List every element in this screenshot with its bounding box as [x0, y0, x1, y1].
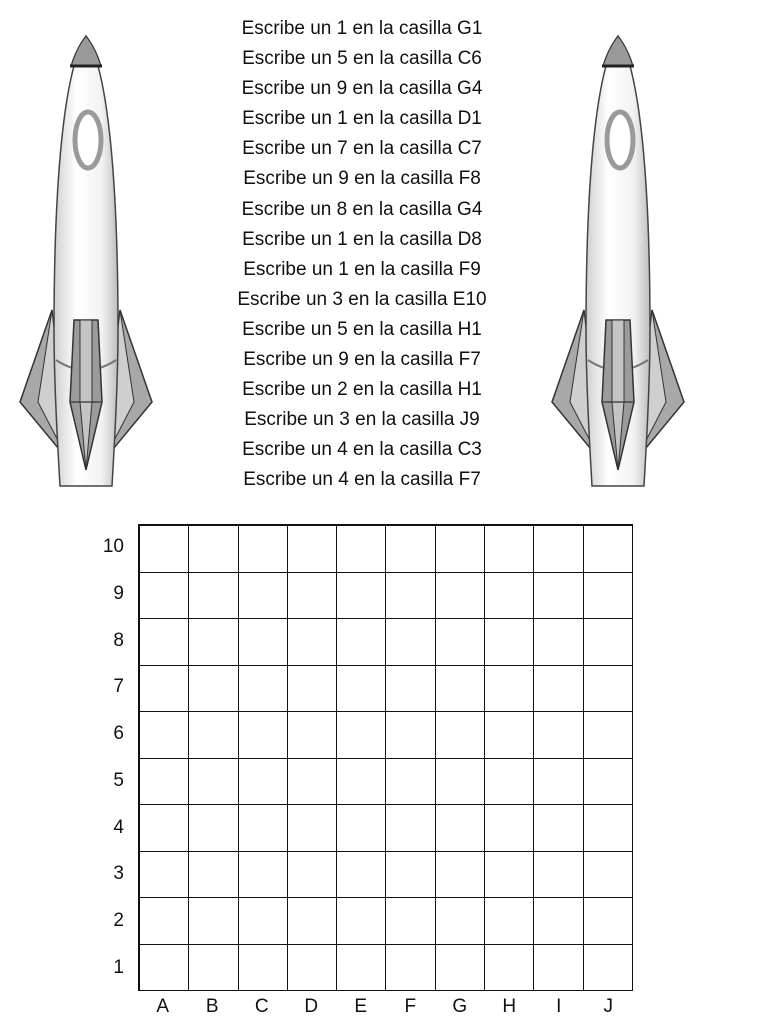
grid-cell-C9[interactable]: [239, 573, 288, 620]
grid-cell-J2[interactable]: [584, 898, 633, 945]
grid-cell-H2[interactable]: [485, 898, 534, 945]
grid-cell-I6[interactable]: [534, 712, 583, 759]
instruction-item: Escribe un 8 en la casilla G4: [241, 198, 483, 220]
grid-cell-B4[interactable]: [189, 805, 238, 852]
grid-cell-D3[interactable]: [288, 852, 337, 899]
grid-cell-E9[interactable]: [337, 573, 386, 620]
grid-cell-G7[interactable]: [436, 666, 485, 713]
column-label: I: [556, 996, 562, 1017]
grid-cell-A4[interactable]: [140, 805, 189, 852]
grid-cell-D2[interactable]: [288, 898, 337, 945]
grid-cell-J7[interactable]: [584, 666, 633, 713]
grid-cell-H4[interactable]: [485, 805, 534, 852]
instruction-item: Escribe un 9 en la casilla G4: [241, 78, 483, 100]
grid-cell-F4[interactable]: [386, 805, 435, 852]
row-labels: [90, 524, 130, 991]
grid-cell-C7[interactable]: [239, 666, 288, 713]
grid-cell-E3[interactable]: [337, 852, 386, 899]
grid-cell-C8[interactable]: [239, 619, 288, 666]
grid-cell-I2[interactable]: [534, 898, 583, 945]
grid-cell-I8[interactable]: [534, 619, 583, 666]
grid-cell-E7[interactable]: [337, 666, 386, 713]
grid-cell-J4[interactable]: [584, 805, 633, 852]
grid-cell-G9[interactable]: [436, 573, 485, 620]
grid-cell-H7[interactable]: [485, 666, 534, 713]
row-label: 2: [113, 909, 124, 931]
grid-cell-G2[interactable]: [436, 898, 485, 945]
grid-cell-H3[interactable]: [485, 852, 534, 899]
instruction-item: Escribe un 9 en la casilla F8: [243, 168, 481, 190]
rocket-left-icon: [16, 30, 156, 488]
grid-cell-G6[interactable]: [436, 712, 485, 759]
instruction-item: Escribe un 4 en la casilla F7: [243, 469, 481, 491]
grid-cell-F6[interactable]: [386, 712, 435, 759]
grid-cell-A1[interactable]: [140, 945, 189, 992]
grid-cell-H6[interactable]: [485, 712, 534, 759]
grid-cell-F7[interactable]: [386, 666, 435, 713]
grid-cell-B2[interactable]: [189, 898, 238, 945]
grid-cell-J10[interactable]: [584, 526, 633, 573]
column-label: H: [502, 996, 517, 1017]
grid-cell-J6[interactable]: [584, 712, 633, 759]
grid-cell-C5[interactable]: [239, 759, 288, 806]
grid-cell-G1[interactable]: [436, 945, 485, 992]
grid-cell-D8[interactable]: [288, 619, 337, 666]
grid-cell-I1[interactable]: [534, 945, 583, 992]
grid-cell-D5[interactable]: [288, 759, 337, 806]
grid-cell-I9[interactable]: [534, 573, 583, 620]
instruction-item: Escribe un 1 en la casilla D1: [242, 108, 482, 130]
grid-cell-G3[interactable]: [436, 852, 485, 899]
grid-cell-G5[interactable]: [436, 759, 485, 806]
grid-cell-C6[interactable]: [239, 712, 288, 759]
grid-cell-A2[interactable]: [140, 898, 189, 945]
instruction-list: [162, 14, 562, 496]
grid-cell-J3[interactable]: [584, 852, 633, 899]
grid-cell-F3[interactable]: [386, 852, 435, 899]
grid-cell-H1[interactable]: [485, 945, 534, 992]
grid-cell-B10[interactable]: [189, 526, 238, 573]
grid-cell-A10[interactable]: [140, 526, 189, 573]
grid-cell-B7[interactable]: [189, 666, 238, 713]
row-label: 3: [113, 863, 124, 885]
column-label: D: [304, 996, 319, 1017]
grid-cell-J5[interactable]: [584, 759, 633, 806]
grid-cell-A3[interactable]: [140, 852, 189, 899]
column-label: G: [452, 996, 468, 1017]
instruction-item: Escribe un 3 en la casilla E10: [237, 288, 487, 310]
instruction-item: Escribe un 3 en la casilla J9: [244, 409, 480, 431]
instruction-item: Escribe un 1 en la casilla D8: [242, 228, 482, 250]
row-label: 6: [113, 723, 124, 745]
grid-cell-G8[interactable]: [436, 619, 485, 666]
grid-cell-A5[interactable]: [140, 759, 189, 806]
grid-cell-E8[interactable]: [337, 619, 386, 666]
grid-cell-H5[interactable]: [485, 759, 534, 806]
grid-cell-D1[interactable]: [288, 945, 337, 992]
grid-cell-I10[interactable]: [534, 526, 583, 573]
grid-cell-I3[interactable]: [534, 852, 583, 899]
grid-cell-B8[interactable]: [189, 619, 238, 666]
grid-cell-E1[interactable]: [337, 945, 386, 992]
grid-cell-B1[interactable]: [189, 945, 238, 992]
column-labels: [138, 994, 633, 1020]
instruction-item: Escribe un 9 en la casilla F7: [243, 349, 481, 371]
grid-cell-C10[interactable]: [239, 526, 288, 573]
grid-cell-E6[interactable]: [337, 712, 386, 759]
row-label: 9: [113, 583, 124, 605]
grid-cell-F8[interactable]: [386, 619, 435, 666]
grid-cell-A7[interactable]: [140, 666, 189, 713]
grid-cell-G4[interactable]: [436, 805, 485, 852]
column-label: F: [404, 996, 417, 1017]
grid-cell-B5[interactable]: [189, 759, 238, 806]
grid-cell-D10[interactable]: [288, 526, 337, 573]
grid-cell-D6[interactable]: [288, 712, 337, 759]
grid-cell-E2[interactable]: [337, 898, 386, 945]
row-label: 7: [113, 676, 124, 698]
row-label: 4: [113, 816, 124, 838]
column-label: E: [354, 996, 368, 1017]
grid-cell-G10[interactable]: [436, 526, 485, 573]
instruction-item: Escribe un 5 en la casilla H1: [242, 318, 482, 340]
grid-cell-D7[interactable]: [288, 666, 337, 713]
grid-cell-C1[interactable]: [239, 945, 288, 992]
rocket-right-icon: [548, 30, 688, 488]
instruction-item: Escribe un 1 en la casilla G1: [241, 18, 483, 39]
grid-cell-C2[interactable]: [239, 898, 288, 945]
column-label: B: [205, 996, 219, 1017]
grid-cells: [138, 524, 633, 991]
worksheet-grid: [138, 524, 633, 991]
grid-cell-H9[interactable]: [485, 573, 534, 620]
grid-cell-C3[interactable]: [239, 852, 288, 899]
grid-cell-D9[interactable]: [288, 573, 337, 620]
grid-cell-B9[interactable]: [189, 573, 238, 620]
instruction-item: Escribe un 5 en la casilla C6: [242, 48, 482, 70]
grid-cell-A6[interactable]: [140, 712, 189, 759]
grid-cell-J8[interactable]: [584, 619, 633, 666]
instruction-item: Escribe un 1 en la casilla F9: [243, 258, 481, 280]
row-label: 1: [113, 956, 124, 978]
grid-cell-I4[interactable]: [534, 805, 583, 852]
grid-cell-C4[interactable]: [239, 805, 288, 852]
grid-cell-A8[interactable]: [140, 619, 189, 666]
column-label: C: [254, 996, 269, 1017]
column-label: A: [156, 996, 170, 1017]
column-label: J: [603, 996, 613, 1017]
grid-cell-F2[interactable]: [386, 898, 435, 945]
grid-cell-B6[interactable]: [189, 712, 238, 759]
grid-cell-I7[interactable]: [534, 666, 583, 713]
grid-cell-E5[interactable]: [337, 759, 386, 806]
row-label: 5: [113, 769, 124, 791]
grid-cell-E10[interactable]: [337, 526, 386, 573]
grid-cell-D4[interactable]: [288, 805, 337, 852]
grid-cell-F5[interactable]: [386, 759, 435, 806]
grid-cell-I5[interactable]: [534, 759, 583, 806]
grid-cell-A9[interactable]: [140, 573, 189, 620]
grid-cell-B3[interactable]: [189, 852, 238, 899]
row-label: 8: [113, 629, 124, 651]
row-label: 10: [102, 536, 124, 558]
grid-cell-H10[interactable]: [485, 526, 534, 573]
grid-cell-E4[interactable]: [337, 805, 386, 852]
grid-cell-F10[interactable]: [386, 526, 435, 573]
grid-cell-J1[interactable]: [584, 945, 633, 992]
instruction-item: Escribe un 2 en la casilla H1: [242, 379, 482, 401]
instruction-item: Escribe un 4 en la casilla C3: [242, 439, 482, 461]
instruction-item: Escribe un 7 en la casilla C7: [242, 138, 482, 160]
grid-cell-F1[interactable]: [386, 945, 435, 992]
grid-cell-J9[interactable]: [584, 573, 633, 620]
grid-cell-H8[interactable]: [485, 619, 534, 666]
grid-cell-F9[interactable]: [386, 573, 435, 620]
